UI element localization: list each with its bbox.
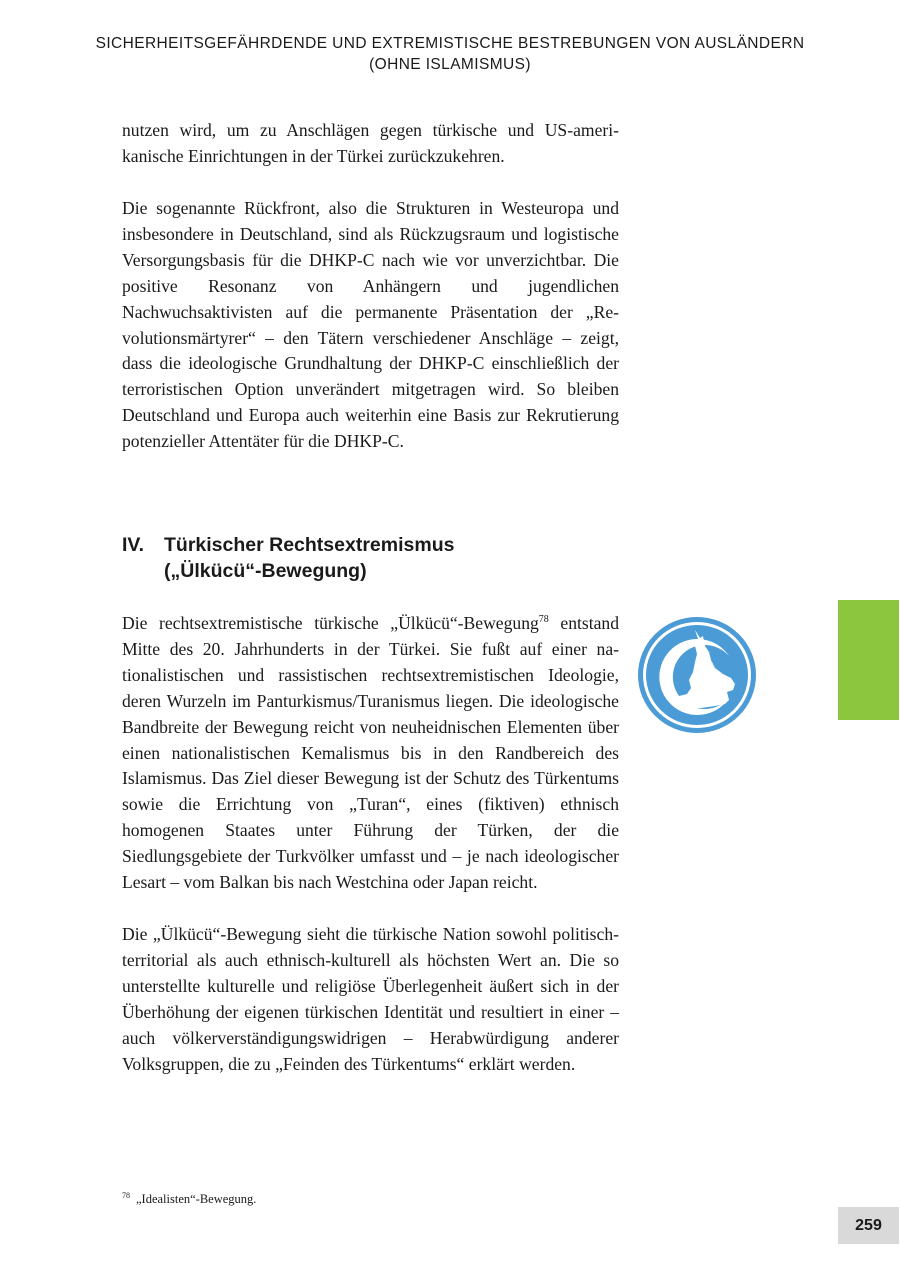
chapter-tab-marker <box>838 600 899 720</box>
paragraph-2-text: Die sogenannte Rückfront, also die Strukturen in Westeuropa und insbesondere in Deutschland, sind als Rückzugsraum und logistische Versorgungsbasis für die DHKP-C nach wie vor unverzichtbar. Die positive Resonanz von Anhängern und jugendlichen Nachwuchsaktivisten auf die permanente Präsentation der „Revolutionsmärtyrer“ – den Tätern verschiedener Anschläge – zeigt, dass die ideologische Grundhaltung der DHKP-C einschließlich der terroristischen Option unverändert mitgetragen wird. So bleiben Deutschland und Europa auch weiterhin eine Basis zur Rekrutierung potenzieller Attentäter für die DHKP-C. <box>122 198 619 452</box>
footnote-text: „Idealisten“-Bewegung. <box>136 1192 257 1207</box>
paragraph-4-text: Die „Ülkücü“-Bewegung sieht die türkische Nation sowohl politisch-territorial als auch ethnisch-kulturell als höchsten Wert an. Die so unterstellte kulturelle und religiöse Überlegenheit äußert sich in der Überhöhung der eigenen türkischen Identität und resultiert in einer – auch völkerverständigungswidrigen – Herabwürdigung anderer Volksgruppen, die zu „Feinden des Türkentums“ erklärt werden. <box>122 924 619 1074</box>
paragraph-1-text: nutzen wird, um zu Anschlägen gegen türkische und US-amerikanische Einrichtungen in der Türkei zurückzukehren. <box>122 120 619 166</box>
paragraph-3-text <box>122 611 619 896</box>
section-number: IV. <box>122 534 145 556</box>
section-heading <box>122 532 454 584</box>
page-number: 259 <box>838 1207 899 1244</box>
running-header <box>0 33 900 75</box>
crescent-wolf-emblem-icon <box>637 616 757 734</box>
paragraph-4 <box>122 922 619 1077</box>
running-header-line-1: SICHERHEITSGEFÄHRDENDE UND EXTREMISTISCHE BESTREBUNGEN VON AUSLÄNDERN <box>95 35 805 52</box>
section-title-line-2: („Ülkücü“-Bewegung) <box>164 560 367 582</box>
paragraph-1 <box>122 118 619 170</box>
paragraph-2 <box>122 196 619 455</box>
paragraph-3-text-end: entstand Mitte des 20. Jahrhunderts in der Türkei. Sie fußt auf einer nationalistischen und rassistischen rechtsextremistischen Ideologie, deren Wurzeln im Panturkismus/Turanismus liegen. Die ideologische Bandbreite der Bewegung reicht von neuheidnischen Elementen über einen nationalistischen Kemalismus bis in den Randbereich des Islamismus. Das Ziel dieser Bewegung ist der Schutz des Türkentums sowie die Errichtung von „Turan“, eines (fiktiven) ethnisch homogenen Staates unter Führung der Türken, der die Siedlungsgebiete der Turkvölker umfasst und – je nach ideologischer Lesart – vom Balkan bis nach Westchina oder Japan reicht. <box>122 613 620 893</box>
paragraph-3 <box>122 611 619 896</box>
footnote-mark: 78 <box>122 1191 130 1200</box>
footnote-reference[interactable]: 78 <box>538 614 549 626</box>
running-header-line-2: (OHNE ISLAMISMUS) <box>369 56 531 73</box>
section-title-line-1: Türkischer Rechtsextremismus <box>164 534 455 556</box>
footnote <box>122 1188 256 1207</box>
paragraph-3-text-start: Die rechtsextremistische türkische „Ülkücü“-Bewegung <box>122 613 539 633</box>
